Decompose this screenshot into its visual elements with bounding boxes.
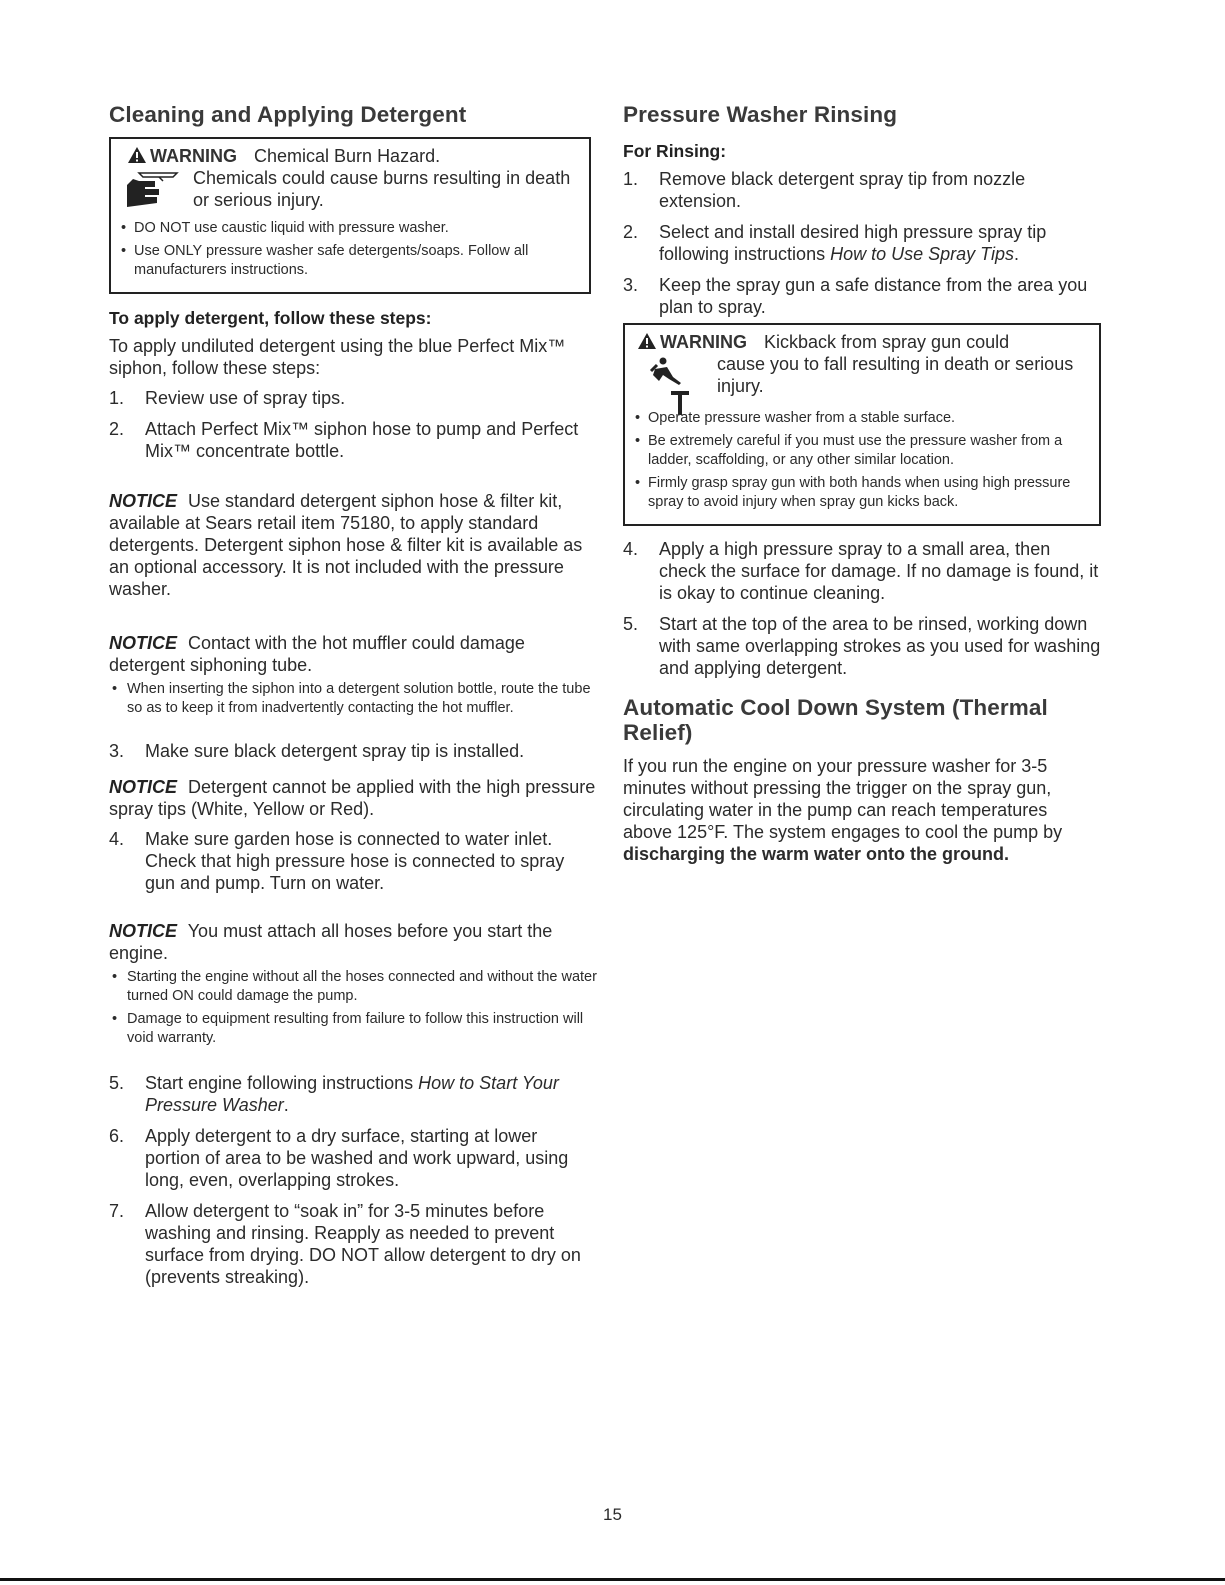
list-item: • Damage to equipment resulting from failure to follow this instruction will void warranty. — [109, 1010, 597, 1048]
list-item: • DO NOT use caustic liquid with pressure washer. — [119, 219, 581, 238]
steps-list-a — [109, 387, 597, 462]
list-item: 4. Make sure garden hose is connected to water inlet. Check that high pressure hose is connected to spray gun and pump. Turn on water. — [109, 829, 565, 893]
page-number: 15 — [603, 1505, 622, 1524]
notice-label: NOTICE — [109, 921, 178, 941]
list-item: • When inserting the siphon into a detergent solution bottle, route the tube so as to keep it from inadvertently contacting the hot muffler. — [109, 680, 597, 718]
list-item: 5. Start engine following instructions How to Start Your Pressure Washer. — [109, 1073, 559, 1115]
notice-label: NOTICE — [109, 491, 178, 511]
apply-detergent-subhead: To apply detergent, follow these steps: — [109, 308, 432, 328]
list-item: 4. Apply a high pressure spray to a small area, then check the surface for damage. If no damage is found, it is okay to continue cleaning. — [623, 539, 1099, 603]
list-item: • Be extremely careful if you must use the pressure washer from a ladder, scaffolding, or any other similar location. — [633, 432, 1091, 470]
warning-bullet-list — [119, 219, 581, 280]
left-column — [109, 98, 597, 1297]
notice-paragraph: NOTICE Use standard detergent siphon hose & filter kit, available at Sears retail item 75180, to apply standard detergents. Detergent siphon hose & filter kit is available as an optional accessory. It is not included with the pressure washer. — [109, 491, 583, 599]
notice-paragraph: NOTICE Contact with the hot muffler could damage detergent siphoning tube. — [109, 633, 525, 675]
warning-text: cause you to fall resulting in death or serious injury. — [717, 354, 1074, 396]
warning-triangle-icon — [127, 146, 147, 164]
notice-label: NOTICE — [109, 633, 178, 653]
list-item: 7. Allow detergent to “soak in” for 3-5 minutes before washing and rinsing. Reapply as needed to prevent surface from drying. DO NOT allow detergent to dry on (prevents streaking). — [109, 1201, 581, 1287]
warning-label: WARNING — [660, 332, 747, 352]
falling-person-icon — [633, 353, 705, 417]
warning-title: Kickback from spray gun could — [764, 332, 1010, 352]
list-item: 3. Keep the spray gun a safe distance from the area you plan to spray. — [623, 275, 1088, 317]
notice-bullet-list — [109, 968, 597, 1048]
chemical-warning-box — [109, 137, 591, 294]
warning-bullet-list — [633, 409, 1091, 512]
list-item: 1. Review use of spray tips. — [109, 388, 346, 408]
list-item: • Use ONLY pressure washer safe detergents/soaps. Follow all manufacturers instructions. — [119, 242, 581, 280]
notice-paragraph: NOTICE You must attach all hoses before you start the engine. — [109, 921, 553, 963]
intro-paragraph: To apply undiluted detergent using the blue Perfect Mix™ siphon, follow these steps: — [109, 336, 566, 378]
bottom-rule — [0, 1578, 1225, 1581]
rinsing-subhead: For Rinsing: — [623, 141, 727, 161]
list-item: 2. Select and install desired high pressure spray tip following instructions How to Use Spray Tips. — [623, 222, 1047, 264]
notice-label: NOTICE — [109, 777, 178, 797]
list-item: • Starting the engine without all the hoses connected and without the water turned ON could damage the pump. — [109, 968, 597, 1006]
cool-down-paragraph: If you run the engine on your pressure washer for 3-5 minutes without pressing the trigger on the spray gun, circulating water in the pump can reach temperatures above 125°F. The system engages to cool the pump by discharging the warm water onto the ground. — [623, 756, 1063, 864]
list-item: 6. Apply detergent to a dry surface, starting at lower portion of area to be washed and work upward, using long, even, overlapping strokes. — [109, 1126, 569, 1190]
list-item: • Firmly grasp spray gun with both hands when using high pressure spray to avoid injury when spray gun kicks back. — [633, 474, 1091, 512]
rinsing-steps-list — [623, 168, 1101, 318]
warning-title: Chemical Burn Hazard. — [254, 146, 441, 166]
warning-triangle-icon — [637, 332, 657, 350]
notice-paragraph: NOTICE Detergent cannot be applied with the high pressure spray tips (White, Yellow or Red). — [109, 777, 596, 819]
right-column — [623, 98, 1101, 865]
notice-bullet-list — [109, 680, 597, 718]
kickback-warning-box — [623, 323, 1101, 526]
warning-label: WARNING — [150, 146, 237, 166]
list-item: 3. Make sure black detergent spray tip is installed. — [109, 741, 525, 761]
list-item: • Operate pressure washer from a stable surface. — [633, 409, 1091, 428]
section-heading-cleaning: Cleaning and Applying Detergent — [109, 102, 467, 127]
warning-text: Chemicals could cause burns resulting in death or serious injury. — [193, 168, 571, 210]
chemical-burn-hand-icon — [119, 167, 183, 211]
list-item: 1. Remove black detergent spray tip from nozzle extension. — [623, 169, 1026, 211]
list-item: 2. Attach Perfect Mix™ siphon hose to pump and Perfect Mix™ concentrate bottle. — [109, 419, 579, 461]
section-heading-cool-down: Automatic Cool Down System (Thermal Relief) — [623, 695, 1048, 745]
section-heading-rinsing: Pressure Washer Rinsing — [623, 102, 898, 127]
list-item: 5. Start at the top of the area to be rinsed, working down with same overlapping strokes as you used for washing and applying detergent. — [623, 614, 1101, 678]
